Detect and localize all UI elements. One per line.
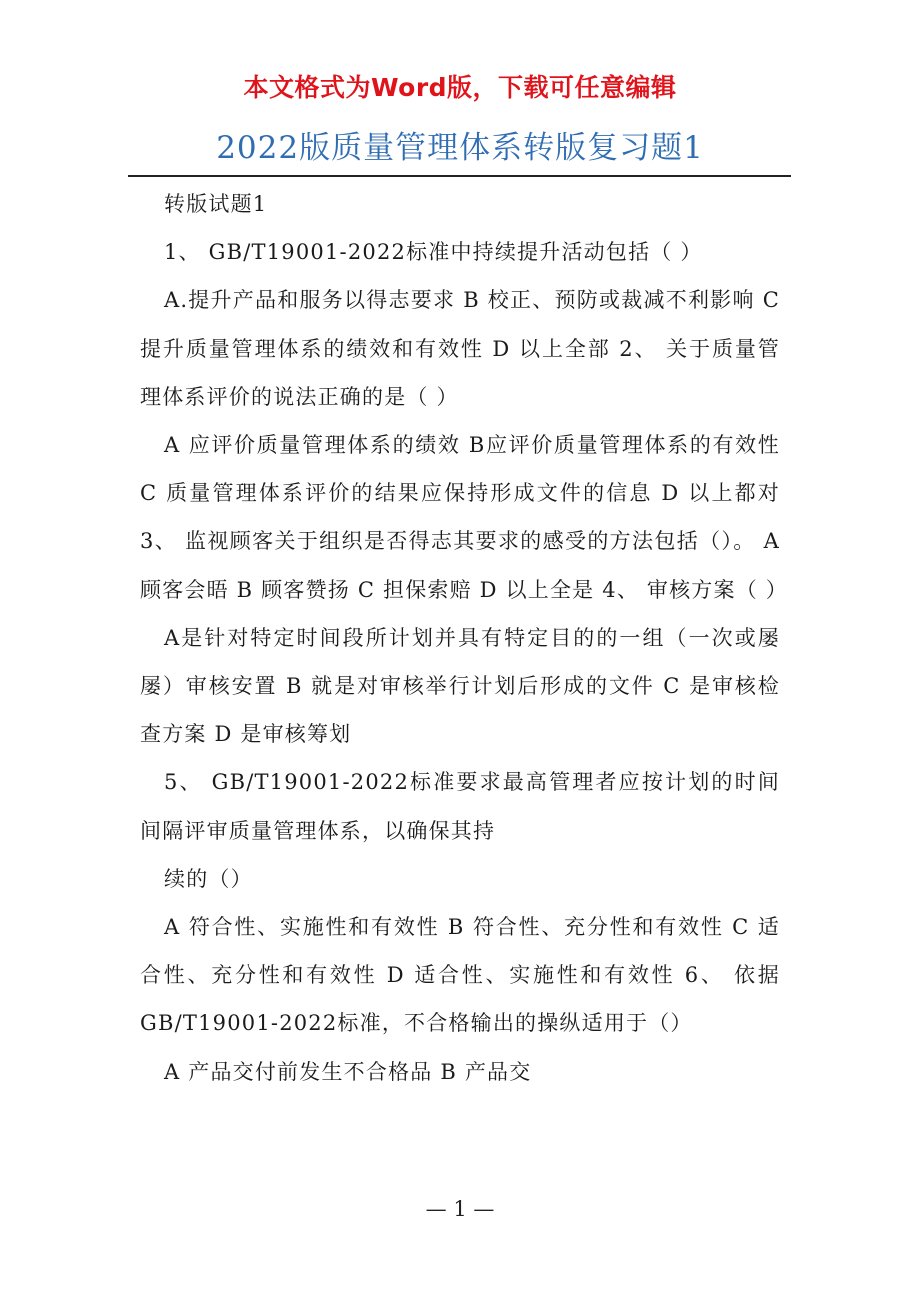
paragraph: A.提升产品和服务以得志要求 B 校正、预防或裁减不利影响 C 提升质量管理体系的绩效和有效性 D 以上全部 2、 关于质量管理体系评价的说法正确的是（ ） xyxy=(140,288,780,409)
document-body xyxy=(140,180,788,1096)
download-notice: 本文格式为Word版，下载可任意编辑 xyxy=(243,73,677,102)
paragraph: A 产品交付前发生不合格品 B 产品交 xyxy=(164,1059,532,1084)
title-divider xyxy=(128,175,791,177)
paragraph: 续的（） xyxy=(164,866,253,891)
document-title: 2022版质量管理体系转版复习题1 xyxy=(216,130,704,166)
section-heading: 转版试题1 xyxy=(164,192,268,216)
page-number: — 1 — xyxy=(425,1197,495,1221)
paragraph: A是针对特定时间段所计划并具有特定目的的一组（一次或屡屡）审核安置 B 就是对审核举行计划后形成的文件 C 是审核检查方案 D 是审核筹划 xyxy=(140,625,780,747)
paragraph: A 应评价质量管理体系的绩效 B应评价质量管理体系的有效性 C 质量管理体系评价的结果应保持形成文件的信息 D 以上都对 3、 监视顾客关于组织是否得志其要求的感受的方法包括（）。 A 顾客会晤 B 顾客赞扬 C 担保索赔 D 以上全是 4、 审核方案（ ） xyxy=(140,433,788,602)
paragraph: 5、 GB/T19001-2022标准要求最高管理者应按计划的时间间隔评审质量管理体系，以确保其持 xyxy=(140,770,780,843)
paragraph: 1、 GB/T19001-2022标准中持续提升活动包括（ ） xyxy=(164,240,703,265)
paragraph: A 符合性、实施性和有效性 B 符合性、充分性和有效性 C 适合性、充分性和有效性 D 适合性、实施性和有效性 6、 依据GB/T19001-2022标准，不合格输出的操纵适用于（） xyxy=(140,915,780,1036)
